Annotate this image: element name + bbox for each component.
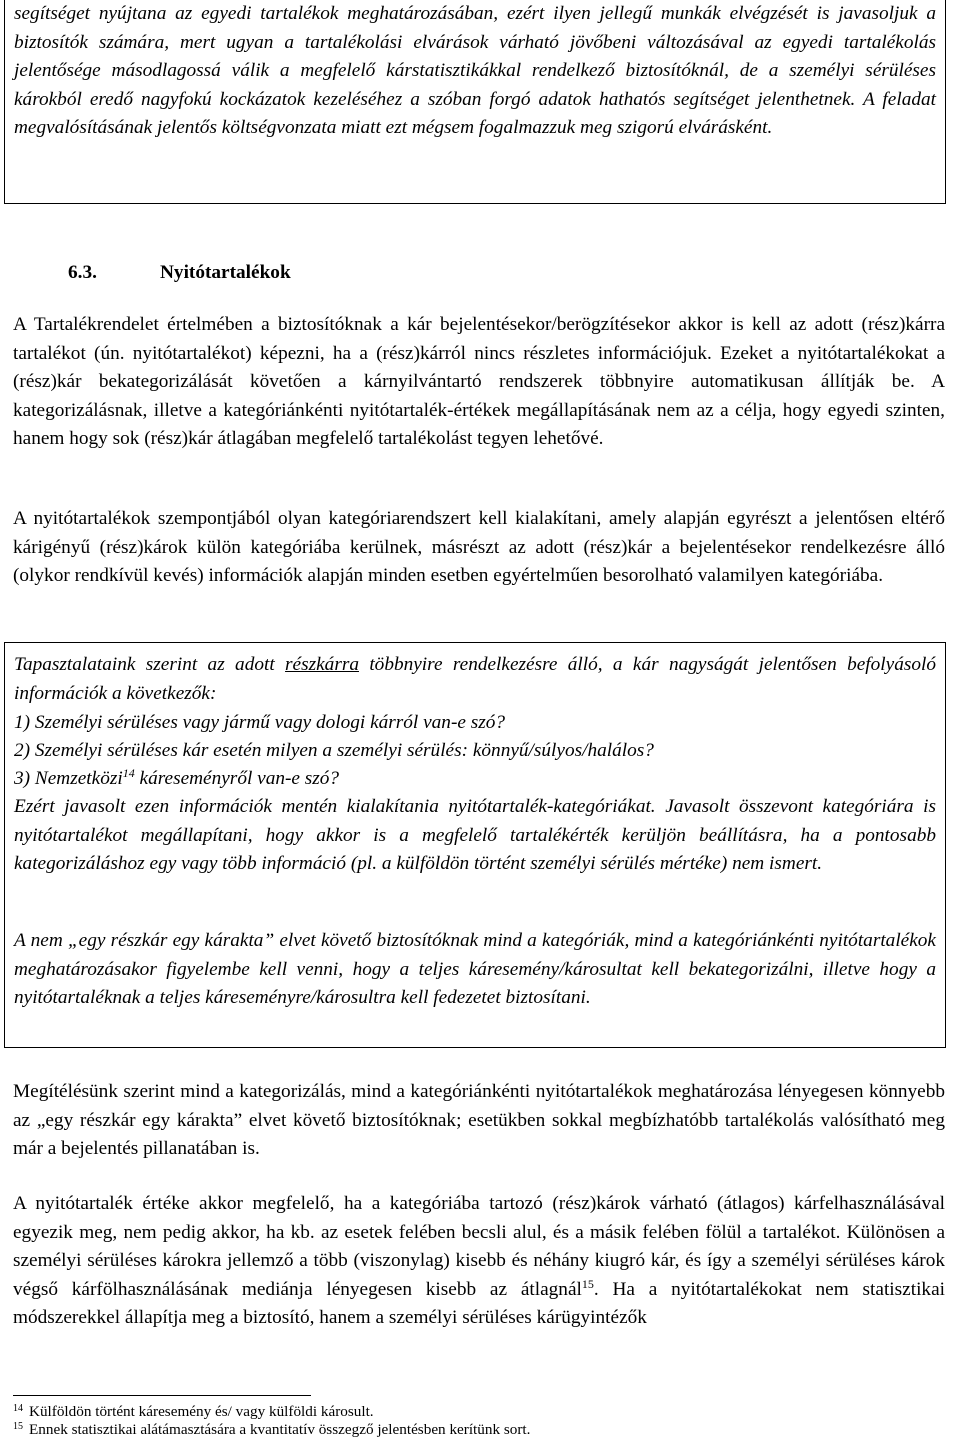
- box2-item-3: [14, 765, 936, 794]
- footnote-ref-14[interactable]: 14: [122, 766, 135, 780]
- box2-intro: [14, 651, 936, 708]
- box2-intro-after: többnyire rendelkezésre álló, a kár nagyságát jelentősen befolyásoló információk a következők:: [14, 654, 937, 704]
- paragraph-3: Megítélésünk szerint mind a kategorizálás, mind a kategóriánkénti nyitótartalékok meghatározása lényegesen könnyebb az „egy részkár egy kárakta” elvet követő biztosítóknak; esetükben sokkal megbízhatóbb tartalékolás valósítható meg már a bejelentés pillanatában is.: [13, 1081, 945, 1160]
- section-title: Nyitótartalékok: [160, 262, 291, 283]
- footnote-number: 14: [13, 1403, 23, 1414]
- footnote-15: [13, 1421, 530, 1439]
- footnote-text: Külföldön történt káresemény és/ vagy külföldi károsult.: [29, 1403, 374, 1420]
- box2-item-1: 1) Személyi sérüléses vagy jármű vagy dologi kárról van-e szó?: [14, 712, 506, 733]
- box2-item-2: 2) Személyi sérüléses kár esetén milyen a személyi sérülés: könnyű/súlyos/halálos?: [14, 740, 654, 761]
- box1-text: segítséget nyújtana az egyedi tartalékok meghatározásában, ezért ilyen jellegű munkák elvégzését is javasoljuk a biztosítók számára, mert ugyan a tartalékolási elvárások várható jövőbeni változásával az egyedi tartalékolás jelentősége másodlagossá válik a megfelelő kárstatisztikákkal rendelkező biztosítóknál, de a személyi sérüléses károkból eredő nagyfokú kockázatok kezeléséhez a szóban forgó adatok hathatós segítséget jelenthetnek. A feladat megvalósításának jelentős költségvonzata miatt ezt mégsem fogalmazzuk meg szigorú elvárásként.: [14, 3, 936, 139]
- footnote-14: [13, 1403, 374, 1421]
- box2-item-3-after: káreseményről van-e szó?: [134, 768, 340, 789]
- box2-item-3-before: 3) Nemzetközi: [14, 768, 123, 789]
- box2-closing: A nem „egy részkár egy kárakta” elvet követő biztosítóknak mind a kategóriák, mind a kategóriánkénti nyitótartalékok meghatározásakor figyelembe kell venni, hogy a teljes káresemény/károsultat kell bekategorizálni, illetve hogy a nyitótartaléknak a teljes káreseményre/károsultra kell fedezetet biztosítani.: [14, 930, 936, 1009]
- paragraph-1: A Tartalékrendelet értelmében a biztosítóknak a kár bejelentésekor/berögzítésekor akkor is kell az adott (rész)kárra tartalékot (ún. nyitótartalékot) képezni, ha a (rész)kárról nincs részletes információjuk. Ezeket a nyitótartalékokat a (rész)kár bekategorizálását követően a kárnyilvántartó rendszerek többnyire automatikusan állítják be. A kategorizálásnak, illetve a kategóriánkénti nyitótartalék-értékek megállapításának nem az a célja, hogy egyedi szinten, hanem hogy sok (rész)kár átlagában megfelelő tartalékolást tegyen lehetővé.: [13, 314, 945, 450]
- box2-intro-underlined: részkárra: [285, 654, 359, 675]
- paragraph-2: A nyitótartalékok szempontjából olyan kategóriarendszert kell kialakítani, amely alapján egyrészt a jelentősen eltérő kárigényű (rész)károk külön kategóriába kerülnek, másrészt az adott (rész)kár a bejelentésekor rendelkezésre álló (olykor rendkívül kevés) információk alapján minden esetben egyértelműen besorolható valamilyen kategóriába.: [13, 508, 945, 587]
- footnote-ref-15[interactable]: 15: [581, 1276, 594, 1291]
- section-number: 6.3.: [68, 262, 97, 283]
- footnote-text: Ennek statisztikai alátámasztására a kvantitatív összegző jelentésben kerítünk sort.: [29, 1421, 531, 1438]
- paragraph-4: [13, 1190, 945, 1333]
- top-italic-box: [4, 0, 946, 204]
- box2-intro-before: Tapasztalataink szerint az adott: [14, 654, 286, 675]
- paragraph-4-before: A nyitótartalék értéke akkor megfelelő, ha a kategóriába tartozó (rész)károk várható (átlagos) kárfelhasználásával egyezik meg, nem pedig akkor, ha kb. az esetek felében becsli alul, és a másik felében fölül a tartalékot. Különösen a személyi sérüléses károkra jellemző a több (viszonylag) kisebb és néhány kiugró kár, és így a személyi sérüléses károk végső kárfölhasználásának mediánja lényegesen kisebb az átlagnál: [13, 1193, 945, 1300]
- recommendation-box: [4, 642, 946, 1048]
- section-heading: [68, 259, 291, 287]
- paragraph-4-after: . Ha a nyitótartalékokat nem statisztikai módszerekkel állapítja meg a biztosító, hanem a személyi sérüléses kárügyintézők: [13, 1278, 945, 1329]
- box2-proposal: Ezért javasolt ezen információk mentén kialakítania nyitótartalék-kategóriákat. Javasolt összevont kategóriára is nyitótartalékot megállapítani, hogy akkor is a megfelelő tartalékérték kerüljön beállításra, ha a pontosabb kategorizáláshoz egy vagy több információ (pl. a külföldön történt személyi sérülés mértéke) nem ismert.: [14, 796, 936, 875]
- footnote-separator: [13, 1395, 311, 1396]
- footnote-number: 15: [13, 1421, 23, 1432]
